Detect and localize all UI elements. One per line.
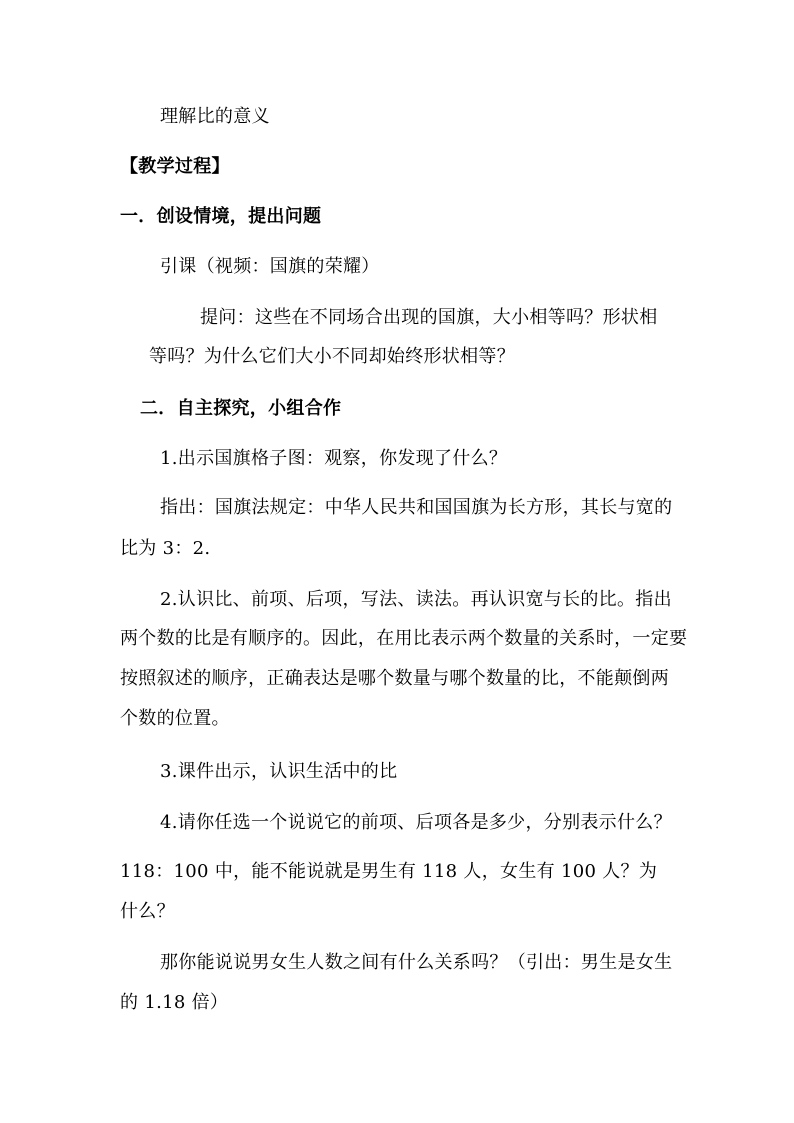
- objective-line: 理解比的意义: [160, 106, 270, 127]
- section2-point-line2: 比为 3：2.: [120, 538, 211, 559]
- section2-item1: 1.出示国旗格子图：观察，你发现了什么？: [160, 448, 508, 469]
- section2-title: 二．自主探究，小组合作: [140, 398, 342, 419]
- section2-item4: 4.请你任选一个说说它的前项、后项各是多少，分别表示什么？: [160, 812, 672, 833]
- section2-item2-line4: 个数的位置。: [120, 708, 230, 729]
- section2-point-line1: 指出：国旗法规定：中华人民共和国国旗为长方形，其长与宽的: [160, 497, 673, 518]
- section2-question-118-line2: 什么？: [120, 901, 175, 922]
- section1-question-line1: 提问：这些在不同场合出现的国旗，大小相等吗？形状相: [200, 307, 658, 328]
- section1-intro: 引课（视频：国旗的荣耀）: [160, 256, 380, 277]
- section2-item2-line2: 两个数的比是有顺序的。因此，在用比表示两个数量的关系时，一定要: [120, 628, 688, 649]
- section1-title: 一．创设情境，提出问题: [120, 206, 322, 227]
- section2-item2-line1: 2.认识比、前项、后项，写法、读法。再认识宽与长的比。指出: [160, 589, 672, 610]
- section2-item2-line3: 按照叙述的顺序，正确表达是哪个数量与哪个数量的比，不能颠倒两: [120, 668, 669, 689]
- section1-question-line2: 等吗？为什么它们大小不同却始终形状相等？: [149, 346, 515, 367]
- section2-relation-line2: 的 1.18 倍）: [120, 992, 229, 1013]
- section-header-teaching-process: 【教学过程】: [120, 156, 230, 177]
- section2-question-118-line1: 118：100 中，能不能说就是男生有 118 人，女生有 100 人？为: [120, 861, 658, 882]
- section2-item3: 3.课件出示，认识生活中的比: [160, 761, 398, 782]
- section2-relation-line1: 那你能说说男女生人数之间有什么关系吗？（引出：男生是女生: [160, 952, 673, 973]
